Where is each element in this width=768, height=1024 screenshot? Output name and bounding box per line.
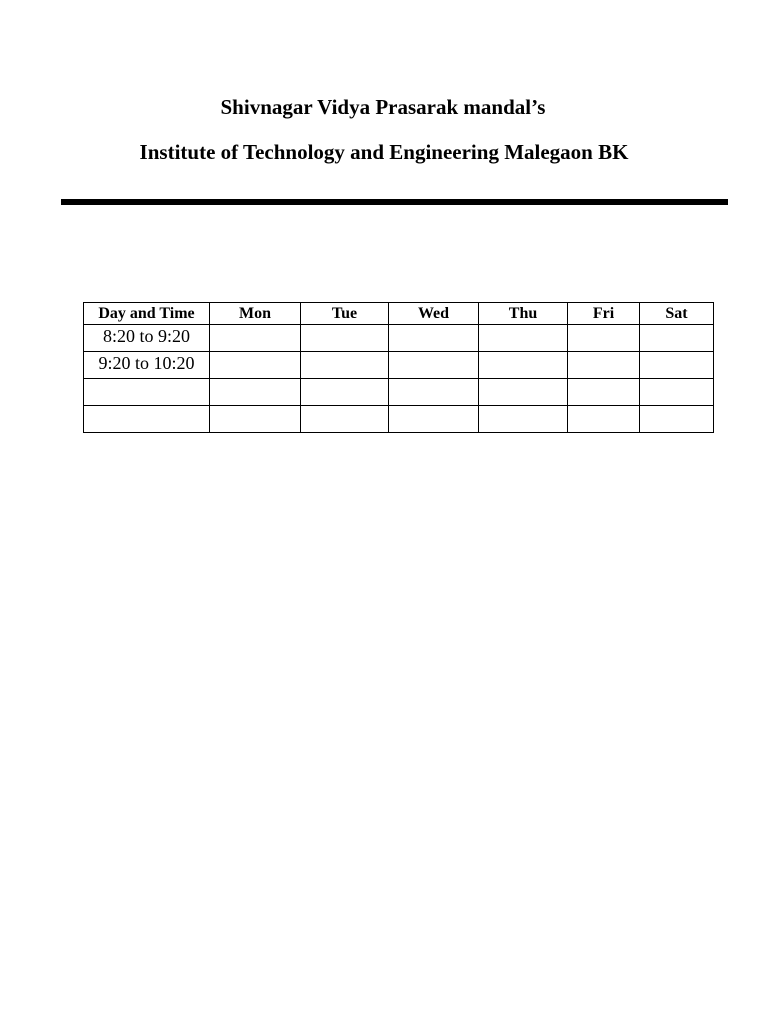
table-cell bbox=[568, 406, 640, 433]
header-fri: Fri bbox=[568, 303, 640, 325]
time-slot-cell: 8:20 to 9:20 bbox=[84, 325, 210, 352]
header-day-and-time: Day and Time bbox=[84, 303, 210, 325]
table-cell bbox=[210, 325, 301, 352]
time-slot-cell: 9:20 to 10:20 bbox=[84, 352, 210, 379]
table-cell bbox=[568, 352, 640, 379]
table-cell bbox=[640, 325, 714, 352]
table-cell bbox=[479, 406, 568, 433]
header-mon: Mon bbox=[210, 303, 301, 325]
table-row bbox=[84, 352, 714, 379]
table-cell bbox=[568, 379, 640, 406]
header-wed: Wed bbox=[389, 303, 479, 325]
org-name-heading: Shivnagar Vidya Prasarak mandal’s bbox=[220, 95, 546, 119]
time-slot-cell bbox=[84, 406, 210, 433]
table-cell bbox=[479, 325, 568, 352]
time-slot-cell bbox=[84, 379, 210, 406]
table-row bbox=[84, 325, 714, 352]
table-cell bbox=[210, 406, 301, 433]
table-cell bbox=[389, 406, 479, 433]
header-sat: Sat bbox=[640, 303, 714, 325]
table-row bbox=[84, 406, 714, 433]
table-cell bbox=[389, 379, 479, 406]
table-cell bbox=[479, 352, 568, 379]
header-rule bbox=[61, 199, 728, 205]
table-cell bbox=[389, 325, 479, 352]
timetable bbox=[83, 302, 714, 433]
header-thu: Thu bbox=[479, 303, 568, 325]
timetable-header-row bbox=[84, 303, 714, 325]
table-cell bbox=[210, 379, 301, 406]
table-cell bbox=[640, 352, 714, 379]
table-cell bbox=[301, 352, 389, 379]
table-cell bbox=[301, 379, 389, 406]
table-cell bbox=[479, 379, 568, 406]
table-row bbox=[84, 379, 714, 406]
table-cell bbox=[301, 325, 389, 352]
table-cell bbox=[568, 325, 640, 352]
table-cell bbox=[389, 352, 479, 379]
table-cell bbox=[210, 352, 301, 379]
institute-name-heading: Institute of Technology and Engineering Malegaon BK bbox=[139, 140, 629, 164]
table-cell bbox=[640, 379, 714, 406]
header-tue: Tue bbox=[301, 303, 389, 325]
table-cell bbox=[640, 406, 714, 433]
table-cell bbox=[301, 406, 389, 433]
